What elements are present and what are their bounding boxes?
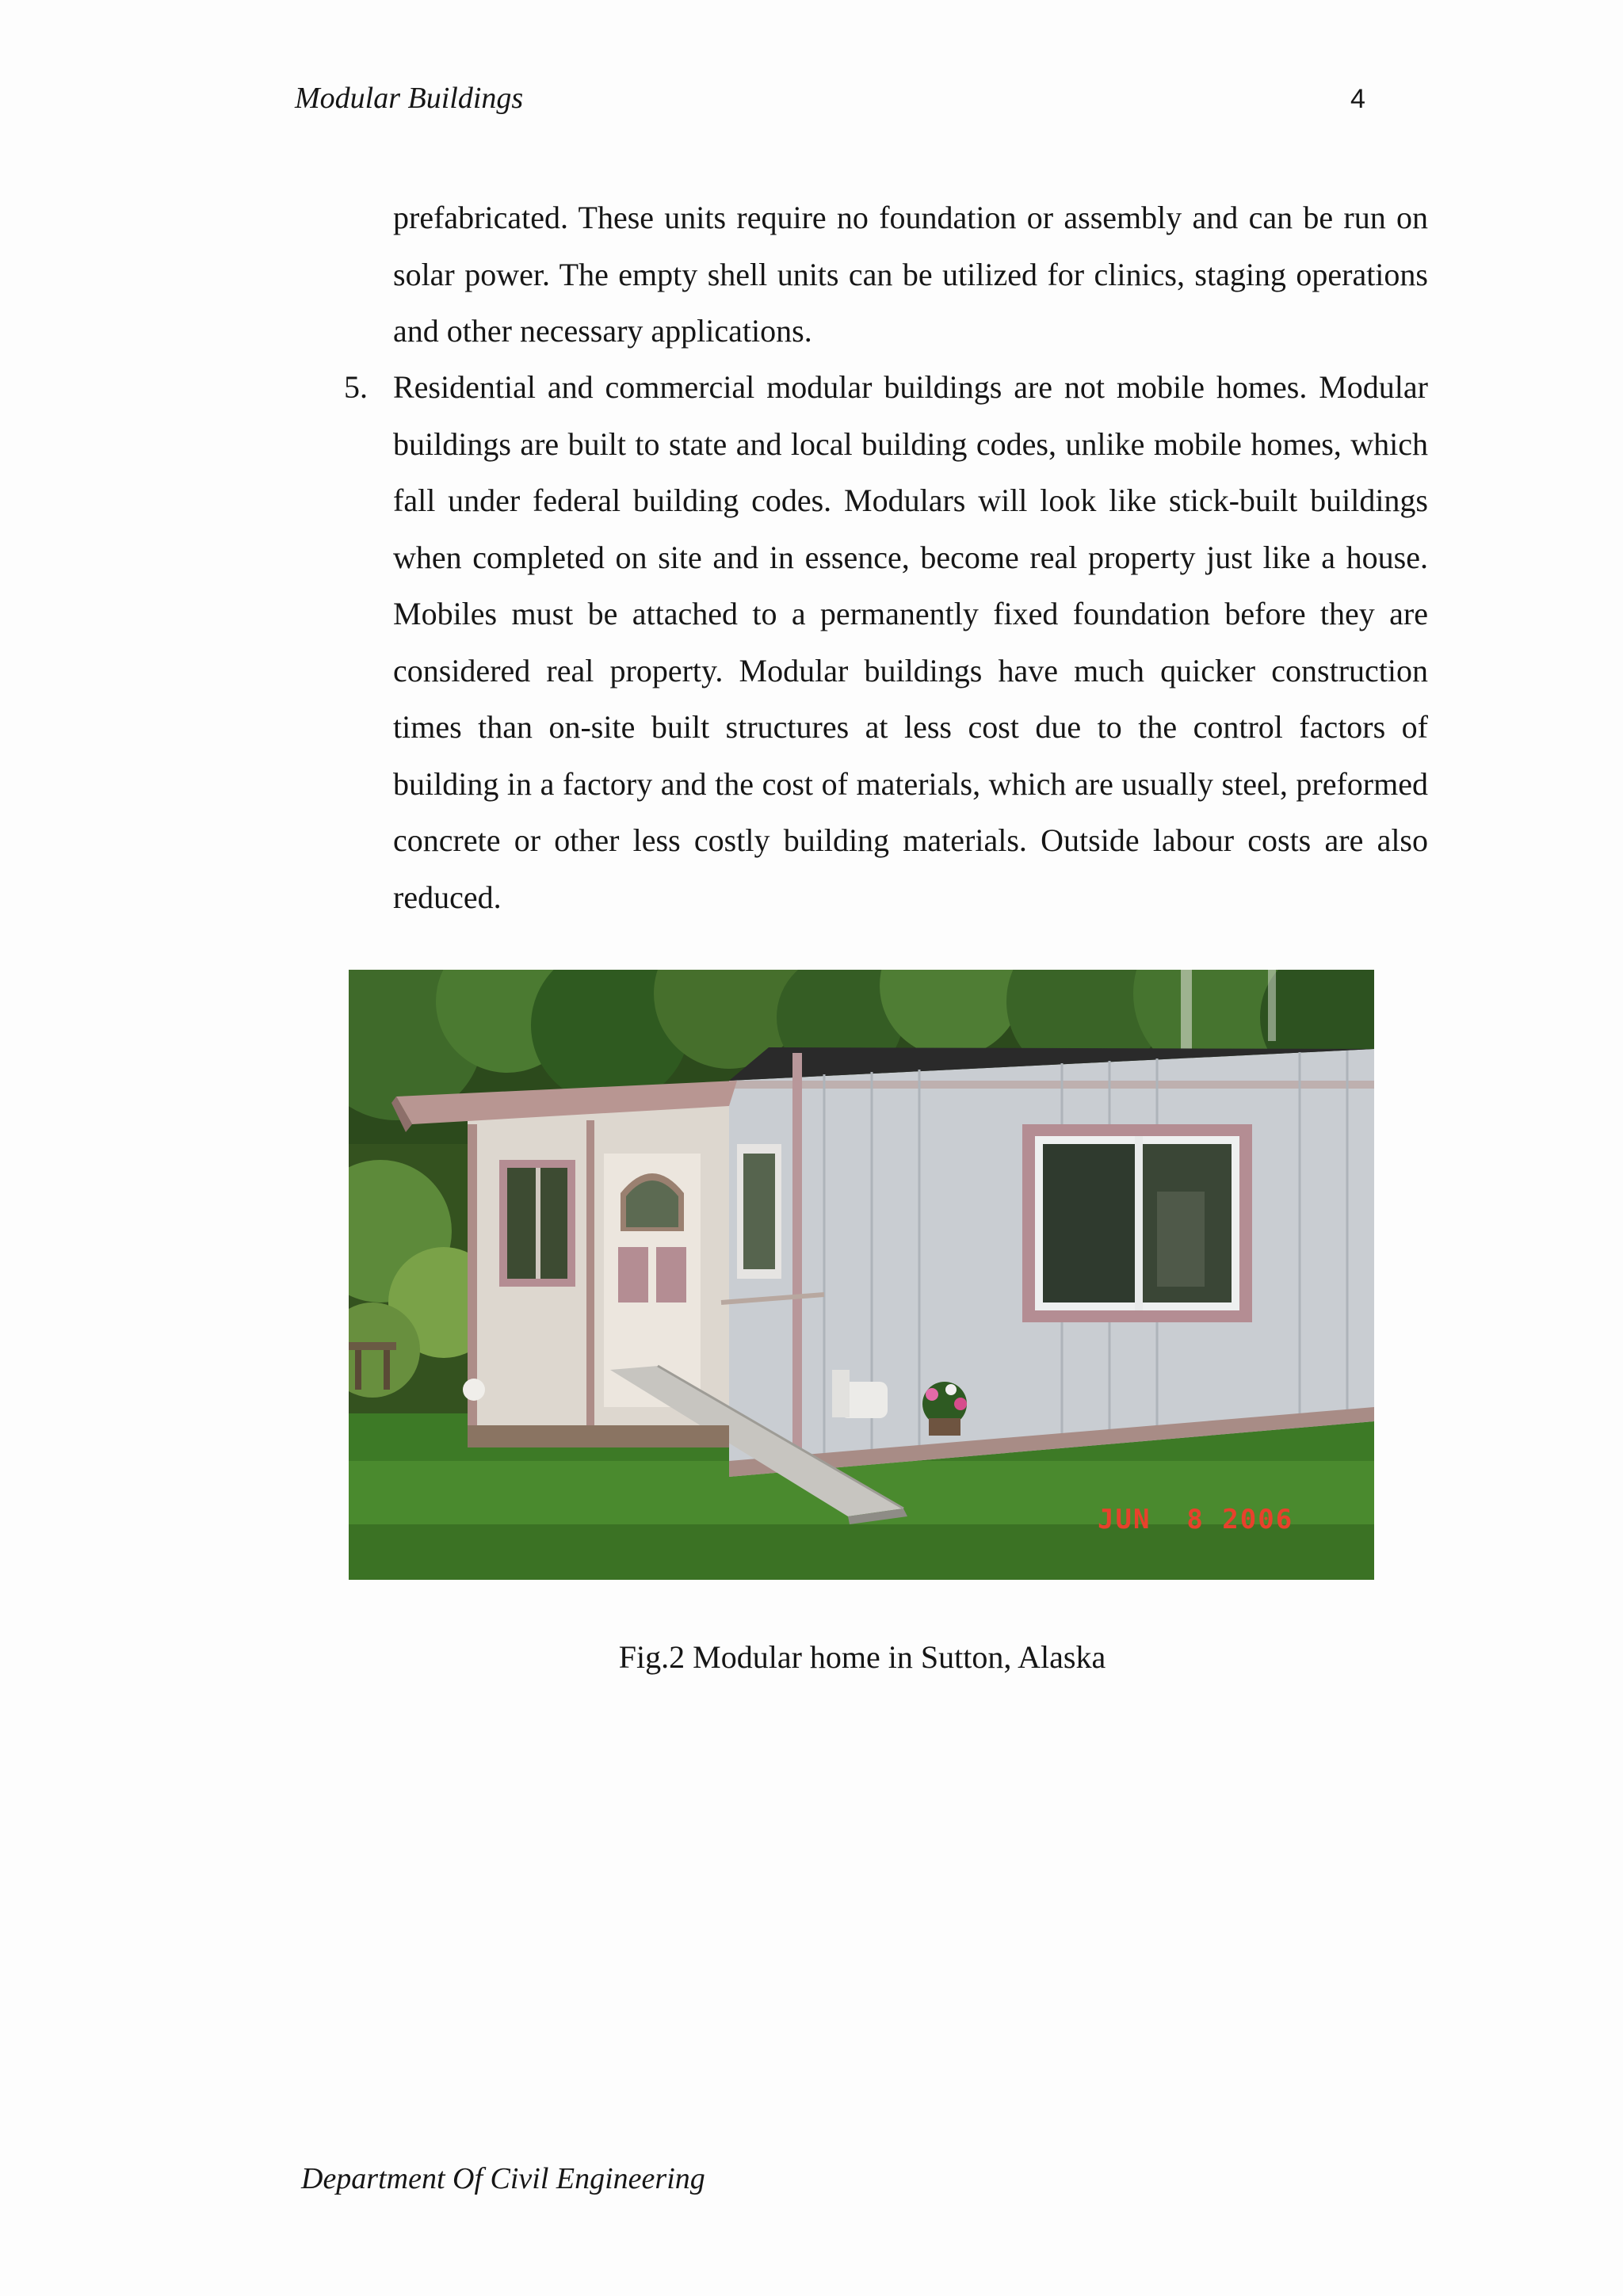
- running-footer-department: Department Of Civil Engineering: [301, 2162, 705, 2195]
- modular-home-photo: [349, 970, 1374, 1580]
- list-item-number: 5.: [344, 369, 368, 405]
- running-header-title: Modular Buildings: [295, 82, 524, 115]
- list-item-text: Residential and commercial modular buildings are not mobile homes. Modular buildings are built to state and local building codes, unlike mobile homes, which fall under federal building codes. Modulars will look like stick-built buildings when completed on site and in essence, become real property just like a house. Mobiles must be attached to a permanently fixed foundation before they are considered real property. Modular buildings have much quicker construction times than on-site built structures at less cost due to the control factors of building in a factory and the cost of materials, which are usually steel, preformed concrete or other less costly building materials. Outside labour costs are also reduced.: [393, 369, 1428, 915]
- figure-caption: Fig.2 Modular home in Sutton, Alaska: [618, 1639, 1106, 1675]
- page-number: 4: [1350, 84, 1365, 114]
- continued-paragraph: prefabricated. These units require no foundation or assembly and can be run on solar power. The empty shell units can be utilized for clinics, staging operations and other necessary applications.: [393, 200, 1428, 349]
- photo-date-stamp: JUN 8 2006: [1098, 1504, 1294, 1535]
